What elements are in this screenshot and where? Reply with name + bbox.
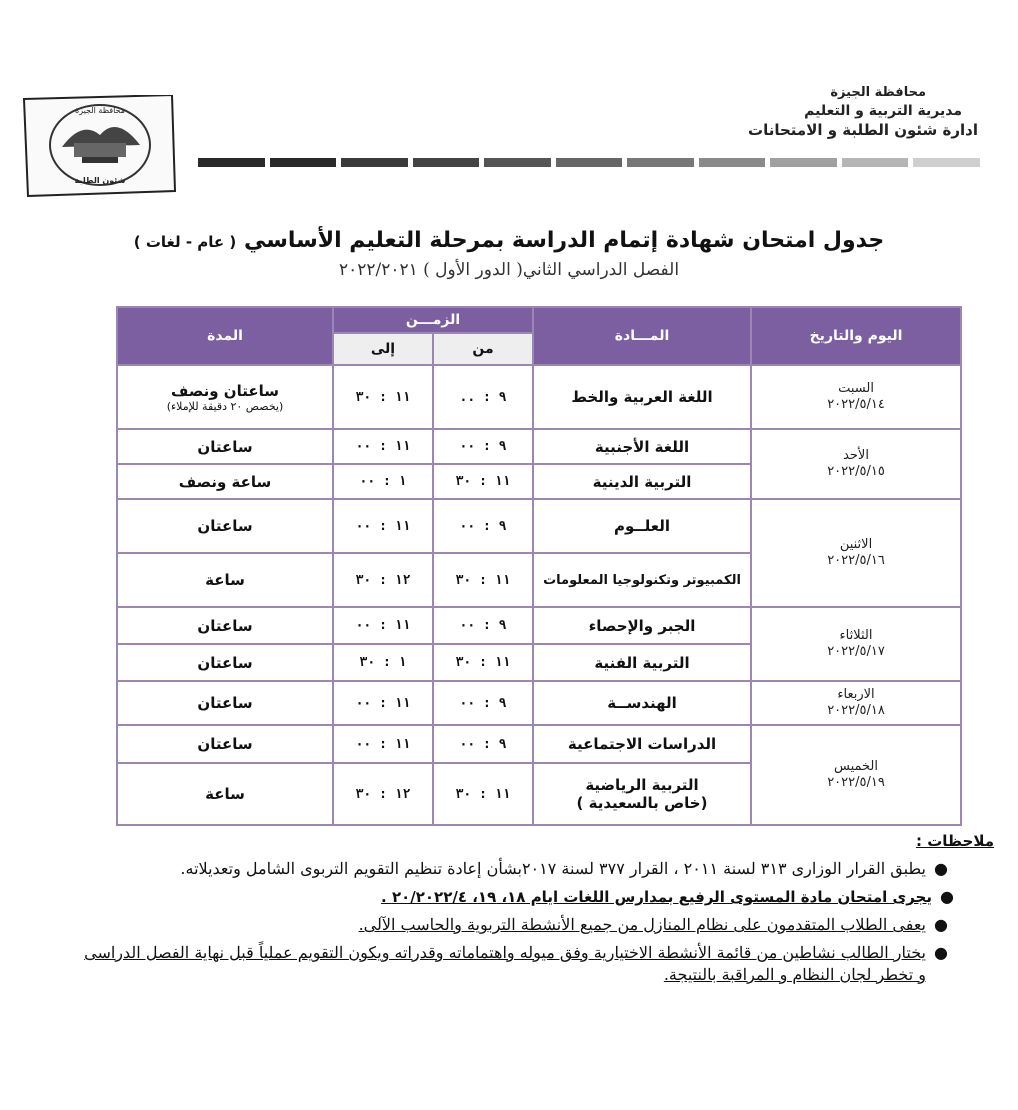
to-cell: ١ : ٠٠	[333, 464, 433, 499]
notes-title: ملاحظات :	[915, 832, 994, 850]
document-subtitle: الفصل الدراسي الثاني( الدور الأول ) ٢٠٢٢/٢٠٢١	[338, 260, 680, 280]
table-row	[117, 607, 961, 644]
table-row	[117, 365, 961, 429]
table-row	[117, 681, 961, 725]
duration-cell: ساعتان ونصف (يخصص ٢٠ دقيقة للإملاء)	[117, 365, 333, 429]
note-item: ● يطبق القرار الوزارى ٣١٣ لسنة ٢٠١١ ، القرار ٣٧٧ لسنة ٢٠١٧بشأن إعادة تنظيم التقويم التربوى الشامل وتعديلاته.	[180, 859, 948, 878]
to-cell: ١١ : ٠٠	[333, 725, 433, 763]
subject-cell: التربية الدينية	[533, 464, 751, 499]
day-cell: الثلاثاء ٢٠٢٢/٥/١٧	[751, 607, 961, 681]
table-row	[117, 725, 961, 763]
document-title	[0, 228, 1018, 253]
directorate-logo	[22, 95, 177, 197]
directorate-name: مديرية التربية و التعليم	[804, 103, 962, 119]
subject-cell: الهندســة	[533, 681, 751, 725]
table-row	[117, 429, 961, 464]
from-cell: ٩ : ٠٠	[433, 607, 533, 644]
from-cell: ١١ : ٣٠	[433, 553, 533, 607]
header-from: من	[433, 333, 533, 365]
duration-cell: ساعتان	[117, 499, 333, 553]
logo-top-text: محافظة الجيزة	[75, 106, 125, 115]
day-cell: الاثنين ٢٠٢٢/٥/١٦	[751, 499, 961, 607]
duration-cell: ساعتان	[117, 644, 333, 681]
duration-cell: ساعتان	[117, 429, 333, 464]
to-cell: ١٢ : ٣٠	[333, 763, 433, 825]
note-item: ● يجرى امتحان مادة المستوى الرفيع بمدارس اللغات ايام ١٨، ١٩، ٢٠/٢٠٢٢/٤ .	[381, 887, 954, 906]
subject-cell: العلــوم	[533, 499, 751, 553]
day-cell: السبت ٢٠٢٢/٥/١٤	[751, 365, 961, 429]
day-cell: الاربعاء ٢٠٢٢/٥/١٨	[751, 681, 961, 725]
from-cell: ٩ : ٠٠	[433, 429, 533, 464]
exam-schedule-table	[116, 306, 962, 826]
duration-cell: ساعتان	[117, 607, 333, 644]
to-cell: ١١ : ٣٠	[333, 365, 433, 429]
table-row	[117, 499, 961, 553]
subject-cell: التربية الفنية	[533, 644, 751, 681]
to-cell: ١٢ : ٣٠	[333, 553, 433, 607]
duration-cell: ساعة ونصف	[117, 464, 333, 499]
header-divider	[198, 158, 980, 167]
day-cell: الأحد ٢٠٢٢/٥/١٥	[751, 429, 961, 499]
subject-cell: اللغة العربية والخط	[533, 365, 751, 429]
to-cell: ١١ : ٠٠	[333, 607, 433, 644]
to-cell: ١١ : ٠٠	[333, 681, 433, 725]
from-cell: ١١ : ٣٠	[433, 644, 533, 681]
from-cell: ١١ : ٣٠	[433, 464, 533, 499]
header-to: إلى	[333, 333, 433, 365]
duration-cell: ساعة	[117, 763, 333, 825]
day-cell: الخميس ٢٠٢٢/٥/١٩	[751, 725, 961, 825]
governorate-name: محافظة الجيزة	[830, 85, 926, 100]
from-cell: ٩ : ٠٠	[433, 725, 533, 763]
title-main: جدول امتحان شهادة إتمام الدراسة بمرحلة التعليم الأساسي	[243, 228, 885, 253]
note-item: ● يعفى الطلاب المتقدمون على نظام المنازل من جميع الأنشطة التربوية والحاسب الآلى.	[358, 915, 948, 934]
subject-cell: الدراسات الاجتماعية	[533, 725, 751, 763]
from-cell: ١١ : ٣٠	[433, 763, 533, 825]
header-subject: المـــادة	[533, 307, 751, 365]
subject-cell: الكمبيوتر وتكنولوجيا المعلومات	[533, 553, 751, 607]
duration-cell: ساعتان	[117, 681, 333, 725]
from-cell: ٩ : ..	[433, 365, 533, 429]
to-cell: ١١ : ٠٠	[333, 429, 433, 464]
department-name: ادارة شئون الطلبة و الامتحانات	[748, 121, 978, 139]
to-cell: ١ : ٣٠	[333, 644, 433, 681]
title-type: ( عام - لغات )	[133, 233, 237, 251]
from-cell: ٩ : ٠٠	[433, 681, 533, 725]
duration-cell: ساعة	[117, 553, 333, 607]
header-duration: المدة	[117, 307, 333, 365]
note-item: ● يختار الطالب نشاطين من قائمة الأنشطة الاختيارية وفق ميوله واهتماماته وقدراته ويكون التقويم عملياً قبل نهاية الفصل الدراسى و تخطر لجان النظام و المراقبة بالنتيجة.	[84, 943, 948, 984]
from-cell: ٩ : ٠٠	[433, 499, 533, 553]
subject-cell: اللغة الأجنبية	[533, 429, 751, 464]
header-day: اليوم والتاريخ	[751, 307, 961, 365]
subject-cell: الجبر والإحصاء	[533, 607, 751, 644]
header-time: الزمـــن	[333, 307, 533, 333]
notes-list	[72, 858, 952, 992]
duration-cell: ساعتان	[117, 725, 333, 763]
to-cell: ١١ : ٠٠	[333, 499, 433, 553]
logo-bottom-text: شئون الطلبة	[74, 176, 126, 185]
subject-cell: التربية الرياضية (خاص بالسعيدية )	[533, 763, 751, 825]
letterhead	[618, 84, 978, 140]
